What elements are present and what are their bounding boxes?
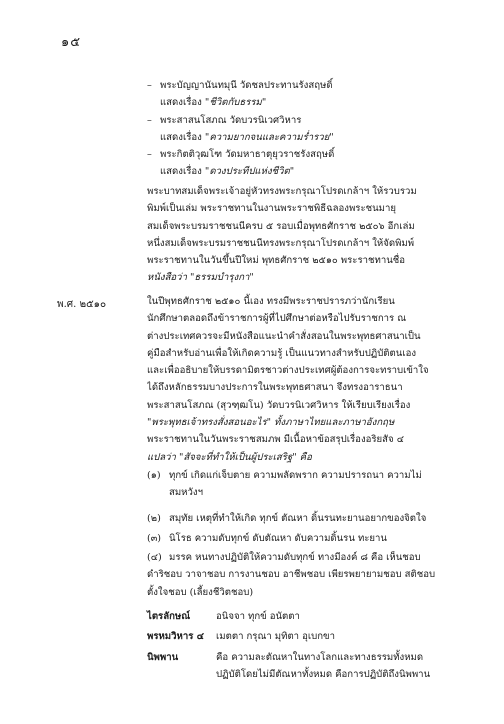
numbered-item: (๔) มรรค หนทางปฏิบัติให้ความดับทุกข์ ทางมีองค์ ๘ คือ เห็นชอบ ดำริชอบ วาจาชอบ การงานชอบ อาชีพชอบ เพียรพยายามชอบ สติชอบ ตั้งใจชอบ (เลี้ยงชีวิตชอบ) bbox=[147, 549, 451, 601]
paragraph-line: หนึ่งสมเด็จพระบรมราชชนนีทรงพระกรุณาโปรดเกล้าฯ ให้จัดพิมพ์ bbox=[147, 237, 415, 249]
term-row bbox=[147, 628, 453, 645]
paragraph-line: คู่มือสำหรับอ่านเพื่อให้เกิดความรู้ เป็นแนวทางสำหรับปฏิบัติตนเอง bbox=[147, 347, 417, 359]
paragraph-line: หนังสือว่า "ธรรมบำรุงกา" bbox=[147, 272, 254, 284]
paragraph-line: "พระพุทธเจ้าทรงสั่งสอนอะไร" ทั้งภาษาไทยและภาษาอังกฤษ bbox=[147, 417, 395, 429]
paragraph-line: ได้ถึงหลักธรรมบางประการในพระพุทธศาสนา จึงทรงอาราธนา bbox=[147, 382, 403, 394]
numbered-item: (๒) สมุทัย เหตุที่ทำให้เกิด ทุกข์ ตัณหา ดิ้นรนทะยานอยากของจิตใจ bbox=[147, 510, 451, 527]
sermon-title: "ความยากจนและความร่ำรวย" bbox=[204, 131, 334, 143]
term-row bbox=[147, 649, 453, 666]
numbered-item: (๓) นิโรธ ความดับทุกข์ ดับตัณหา ดับความดิ้นรน ทะยาน bbox=[147, 530, 451, 547]
paragraph-line: พระสาสนโสภณ (สุวฑฺฒโน) วัดบวรนิเวศวิหาร ให้เรียบเรียงเรื่อง bbox=[147, 399, 411, 411]
list-item-subtitle: แสดงเรื่อง "ความยากจนและความร่ำรวย" bbox=[160, 131, 334, 143]
list-item-subtitle: แสดงเรื่อง "ชีวิตกับธรรม" bbox=[160, 97, 267, 109]
paragraph-line: พระราชทานในวันพระราชสมภพ มีเนื้อหาข้อสรุปเรื่องอริยสัจ ๔ bbox=[147, 434, 404, 446]
page-number: ๑๕ bbox=[61, 35, 82, 50]
paragraph-1 bbox=[147, 183, 457, 287]
sermon-title: "ชีวิตกับธรรม" bbox=[204, 97, 267, 109]
term-text: คือ ความละตัณหาในทางโลกและทางธรรมทั้งหมด bbox=[216, 651, 424, 663]
paragraph-line: และเพื่ออธิบายให้บรรดามิตรชาวต่างประเทศผู้ต้องการจะทราบเข้าใจ bbox=[147, 365, 429, 377]
paragraph-2 bbox=[147, 293, 457, 466]
item-number: (๒) bbox=[147, 513, 161, 524]
terms-list bbox=[147, 608, 453, 683]
list-item: – พระสาสนโสภณ วัดบวรนิเวศวิหาร bbox=[147, 114, 302, 126]
list-item-subtitle: แสดงเรื่อง "ดวงประทีปแห่งชีวิต" bbox=[160, 166, 295, 178]
paragraph-line: พระบาทสมเด็จพระเจ้าอยู่หัวทรงพระกรุณาโปรดเกล้าฯ ให้รวบรวม bbox=[147, 186, 417, 197]
item-number: (๑) bbox=[147, 470, 161, 481]
list-item: – พระบัญญานันทมุนี วัดชลประทานรังสฤษดิ์ bbox=[147, 80, 333, 91]
paragraph-line: ในปีพุทธศักราช ๒๕๑๐ นี้เอง ทรงมีพระราชปรารภว่านักเรียน bbox=[147, 296, 395, 307]
term-text: อนิจจา ทุกข์ อนัตตา bbox=[216, 611, 300, 622]
term-continuation: ปฏิบัติโดยไม่มีตัณหาทั้งหมด คือการปฏิบัติถึงนิพพาน bbox=[216, 668, 431, 680]
numbered-item: (๑) ทุกข์ เกิดแก่เจ็บตาย ความพลัดพราก ความปรารถนา ความไม่ สมหวังฯ bbox=[147, 467, 451, 502]
term-label: พรหมวิหาร ๔ bbox=[147, 631, 204, 643]
item-number: (๓) bbox=[147, 533, 162, 544]
paragraph-line: พิมพ์เป็นเล่ม พระราชทานในงานพระราชพิธีฉลองพระชนมายุ bbox=[147, 203, 397, 215]
term-row bbox=[147, 608, 453, 625]
paragraph-line: ต่างประเทศควรจะมีหนังสือแนะนำคำสั่งสอนในพระพุทธศาสนาเป็น bbox=[147, 330, 421, 342]
list-item: – พระกิตติวุฒโฑ วัดมหาธาตุยุวราชรังสฤษดิ์ bbox=[147, 149, 335, 161]
paragraph-line: นักศึกษาตลอดถึงข้าราชการผู้ที่ไปศึกษาต่อหรือไปรับราชการ ณ bbox=[147, 313, 407, 325]
sermon-title: "ดวงประทีปแห่งชีวิต" bbox=[204, 166, 295, 178]
list-item-title: พระสาสนโสภณ วัดบวรนิเวศวิหาร bbox=[160, 114, 302, 126]
term-label: ไตรลักษณ์ bbox=[147, 611, 191, 622]
paragraph-line: สมเด็จพระบรมราชชนนีครบ ๕ รอบเมื่อพุทธศักราช ๒๕๐๖ อีกเล่ม bbox=[147, 220, 415, 232]
item-number: (๔) bbox=[147, 552, 162, 563]
margin-year-note: พ.ศ. ๒๕๑๐ bbox=[57, 299, 107, 310]
sermon-list bbox=[147, 77, 447, 181]
paragraph-line: พระราชทานในวันขึ้นปีใหม่ พุทธศักราช ๒๕๑๐ พระราชทานชื่อ bbox=[147, 255, 406, 267]
term-text: เมตตา กรุณา มุทิตา อุเบกขา bbox=[216, 631, 335, 643]
term-label: นิพพาน bbox=[147, 651, 179, 663]
list-item-title: พระกิตติวุฒโฑ วัดมหาธาตุยุวราชรังสฤษดิ์ bbox=[160, 149, 335, 161]
paragraph-line: แปลว่า "สัจจะที่ทำให้เป็นผู้ประเสริฐ" คือ bbox=[147, 451, 312, 463]
list-item-title: พระบัญญานันทมุนี วัดชลประทานรังสฤษดิ์ bbox=[160, 80, 333, 91]
